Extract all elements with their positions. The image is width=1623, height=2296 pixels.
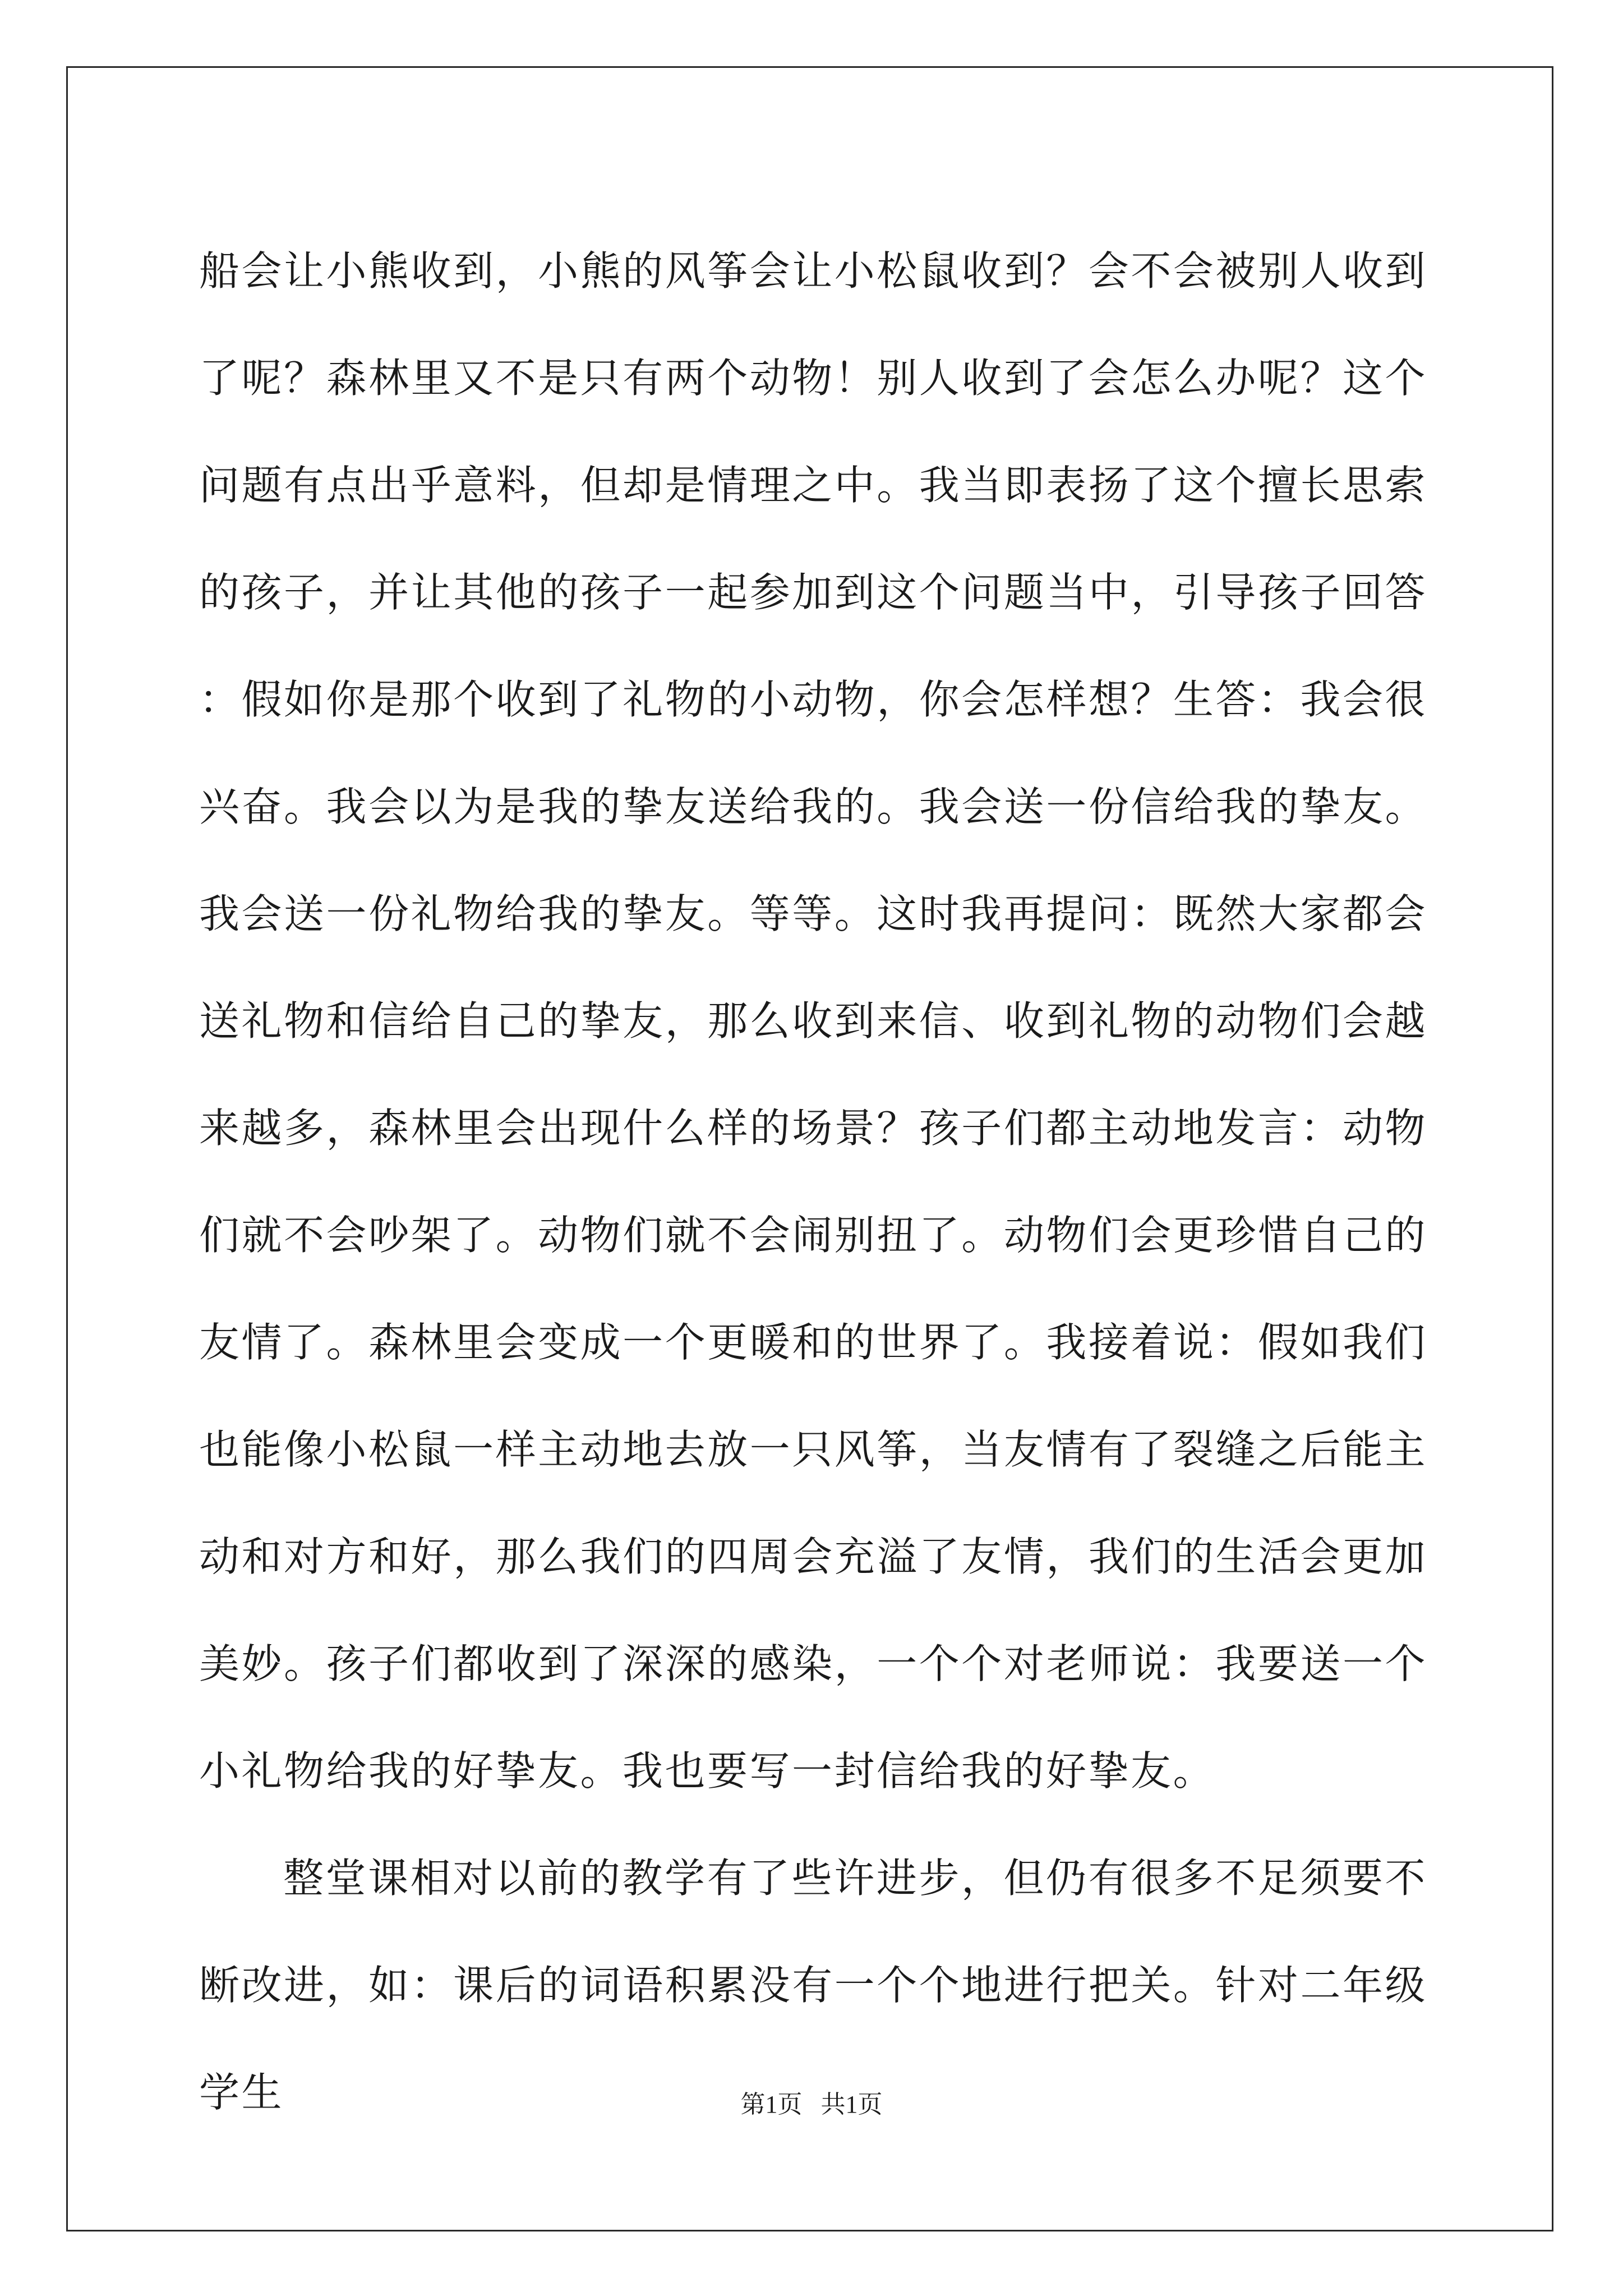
paragraph: 整堂课相对以前的教学有了些许进步，但仍有很多不足须要不断改进，如：课后的词语积累没有一个个地进行把关。针对二年级学生 [199, 1855, 1427, 2116]
page-footer [0, 2084, 1623, 2120]
document-body [199, 218, 1427, 2146]
paragraph-continued: 船会让小熊收到，小熊的风筝会让小松鼠收到？会不会被别人收到了呢？森林里又不是只有两个动物！别人收到了会怎么办呢？这个问题有点出乎意料，但却是情理之中。我当即表扬了这个擅长思索的孩子，并让其他的孩子一起参加到这个问题当中，引导孩子回答：假如你是那个收到了礼物的小动物，你会怎样想？生答：我会很兴奋。我会以为是我的挚友送给我的。我会送一份信给我的挚友。我会送一份礼物给我的挚友。等等。这时我再提问：既然大家都会送礼物和信给自己的挚友，那么收到来信、收到礼物的动物们会越来越多，森林里会出现什么样的场景？孩子们都主动地发言：动物们就不会吵架了。动物们就不会闹别扭了。动物们会更珍惜自己的友情了。森林里会变成一个更暖和的世界了。我接着说：假如我们也能像小松鼠一样主动地去放一只风筝，当友情有了裂缝之后能主动和对方和好，那么我们的四周会充溢了友情，我们的生活会更加美妙。孩子们都收到了深深的感染，一个个对老师说：我要送一个小礼物给我的好挚友。我也要写一封信给我的好挚友。 [199, 247, 1427, 1795]
page-number: 第1页 共1页 [740, 2091, 883, 2118]
